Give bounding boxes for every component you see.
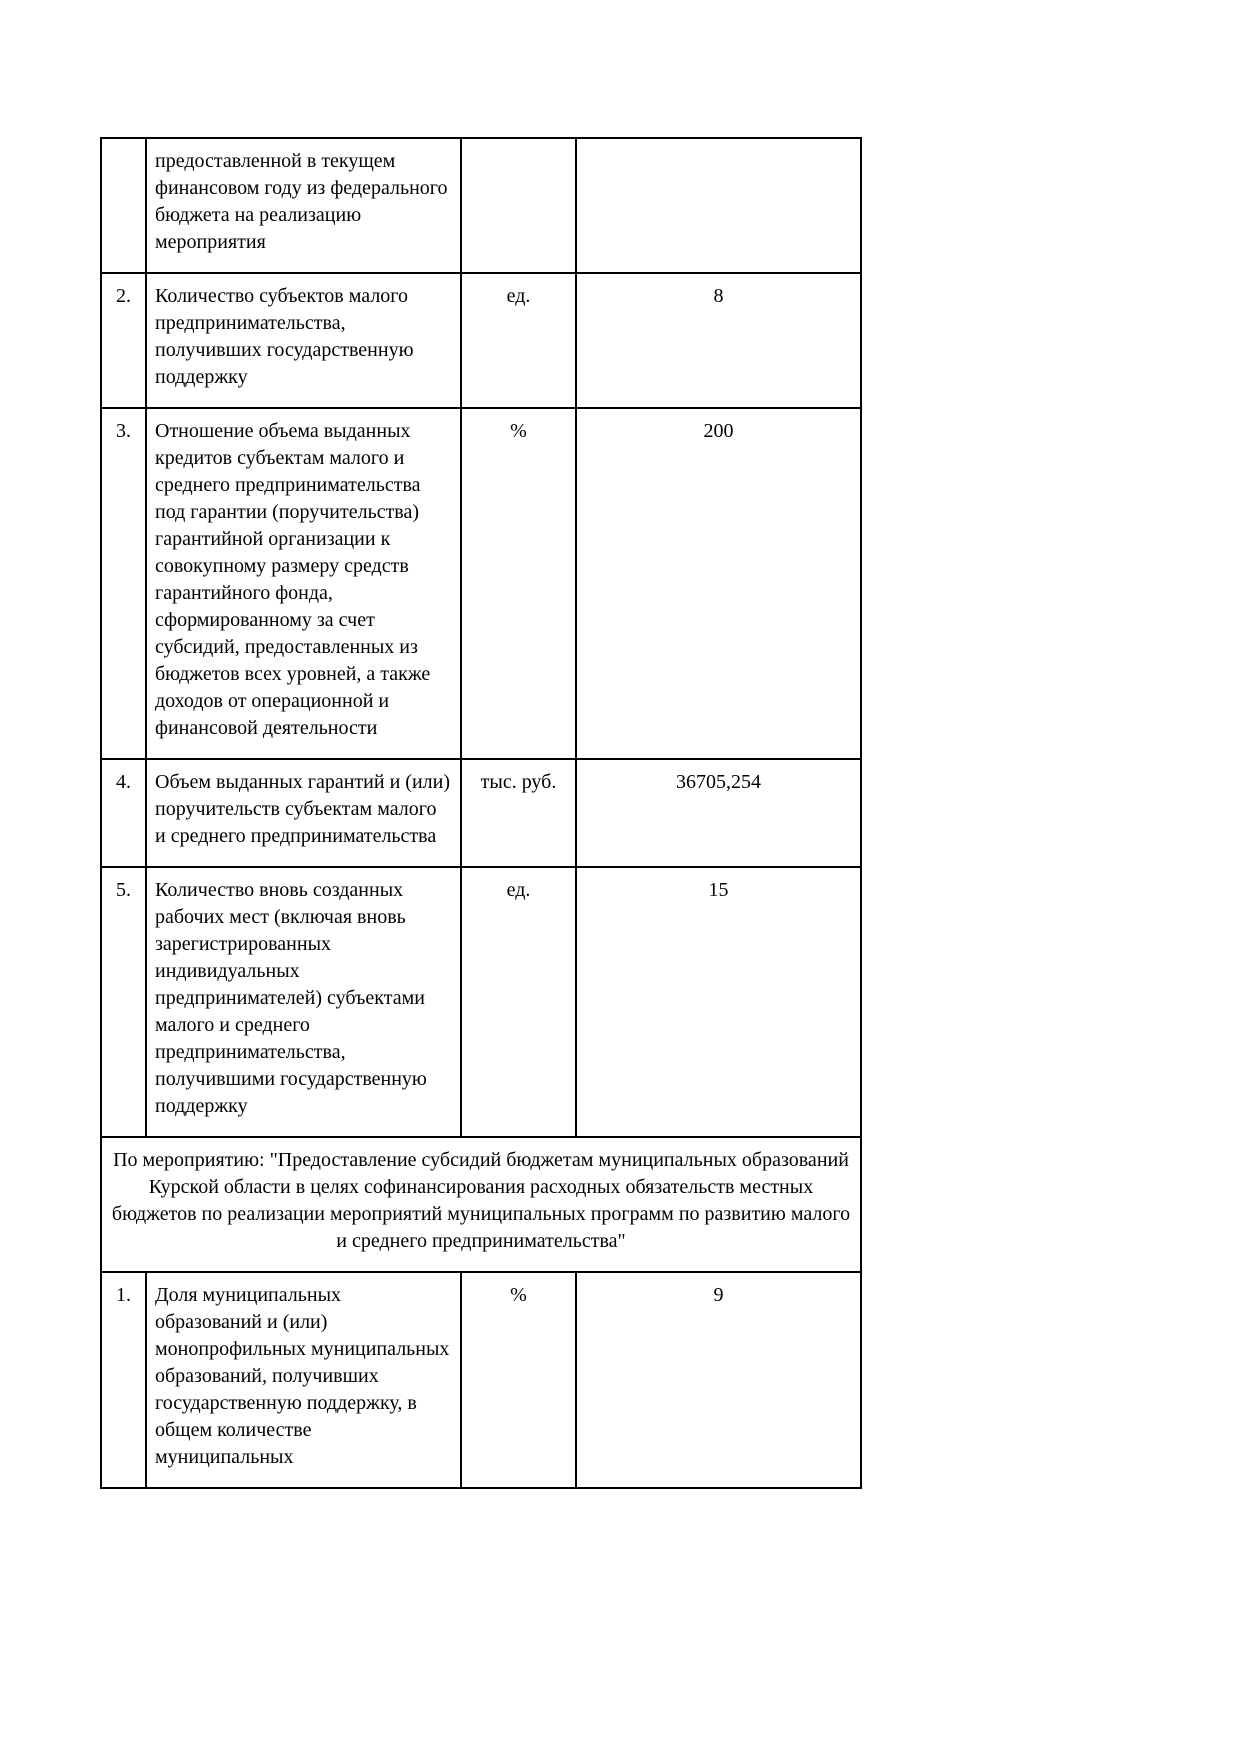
unit-of-measure: % — [461, 1272, 576, 1488]
indicator-name: Количество вновь созданных рабочих мест (включая вновь зарегистрированных индивидуальных предпринимателей) субъектами малого и среднего предпринимательства, получившими государственную поддержку — [146, 867, 461, 1137]
indicator-name: Доля муниципальных образований и (или) монопрофильных муниципальных образований, получивших государственную поддержку, в общем количестве муниципальных — [146, 1272, 461, 1488]
row-number: 2. — [101, 273, 146, 408]
unit-of-measure: ед. — [461, 867, 576, 1137]
indicator-name: предоставленной в текущем финансовом году из федерального бюджета на реализацию мероприятия — [146, 138, 461, 273]
unit-of-measure — [461, 138, 576, 273]
row-number: 1. — [101, 1272, 146, 1488]
table-row — [101, 759, 861, 867]
indicator-name: Количество субъектов малого предпринимательства, получивших государственную поддержку — [146, 273, 461, 408]
indicator-name: Отношение объема выданных кредитов субъектам малого и среднего предпринимательства под гарантии (поручительства) гарантийной организации к совокупному размеру средств гарантийного фонда, сформированному за счет субсидий, предоставленных из бюджетов всех уровней, а также доходов от операционной и финансовой деятельности — [146, 408, 461, 759]
unit-of-measure: тыс. руб. — [461, 759, 576, 867]
row-number — [101, 138, 146, 273]
section-row — [101, 1137, 861, 1272]
unit-of-measure: % — [461, 408, 576, 759]
table-row — [101, 1272, 861, 1488]
table-row — [101, 273, 861, 408]
row-number: 5. — [101, 867, 146, 1137]
table-row — [101, 138, 861, 273]
indicator-value: 200 — [576, 408, 861, 759]
table-row — [101, 408, 861, 759]
unit-of-measure: ед. — [461, 273, 576, 408]
indicator-name: Объем выданных гарантий и (или) поручительств субъектам малого и среднего предпринимательства — [146, 759, 461, 867]
table-row — [101, 867, 861, 1137]
indicator-value: 9 — [576, 1272, 861, 1488]
table-body — [101, 138, 861, 1488]
section-header: По мероприятию: "Предоставление субсидий бюджетам муниципальных образований Курской области в целях софинансирования расходных обязательств местных бюджетов по реализации мероприятий муниципальных программ по развитию малого и среднего предпринимательства" — [101, 1137, 861, 1272]
indicator-value: 36705,254 — [576, 759, 861, 867]
row-number: 4. — [101, 759, 146, 867]
indicator-value: 15 — [576, 867, 861, 1137]
indicator-value: 8 — [576, 273, 861, 408]
indicators-table — [100, 137, 862, 1489]
indicator-value — [576, 138, 861, 273]
row-number: 3. — [101, 408, 146, 759]
